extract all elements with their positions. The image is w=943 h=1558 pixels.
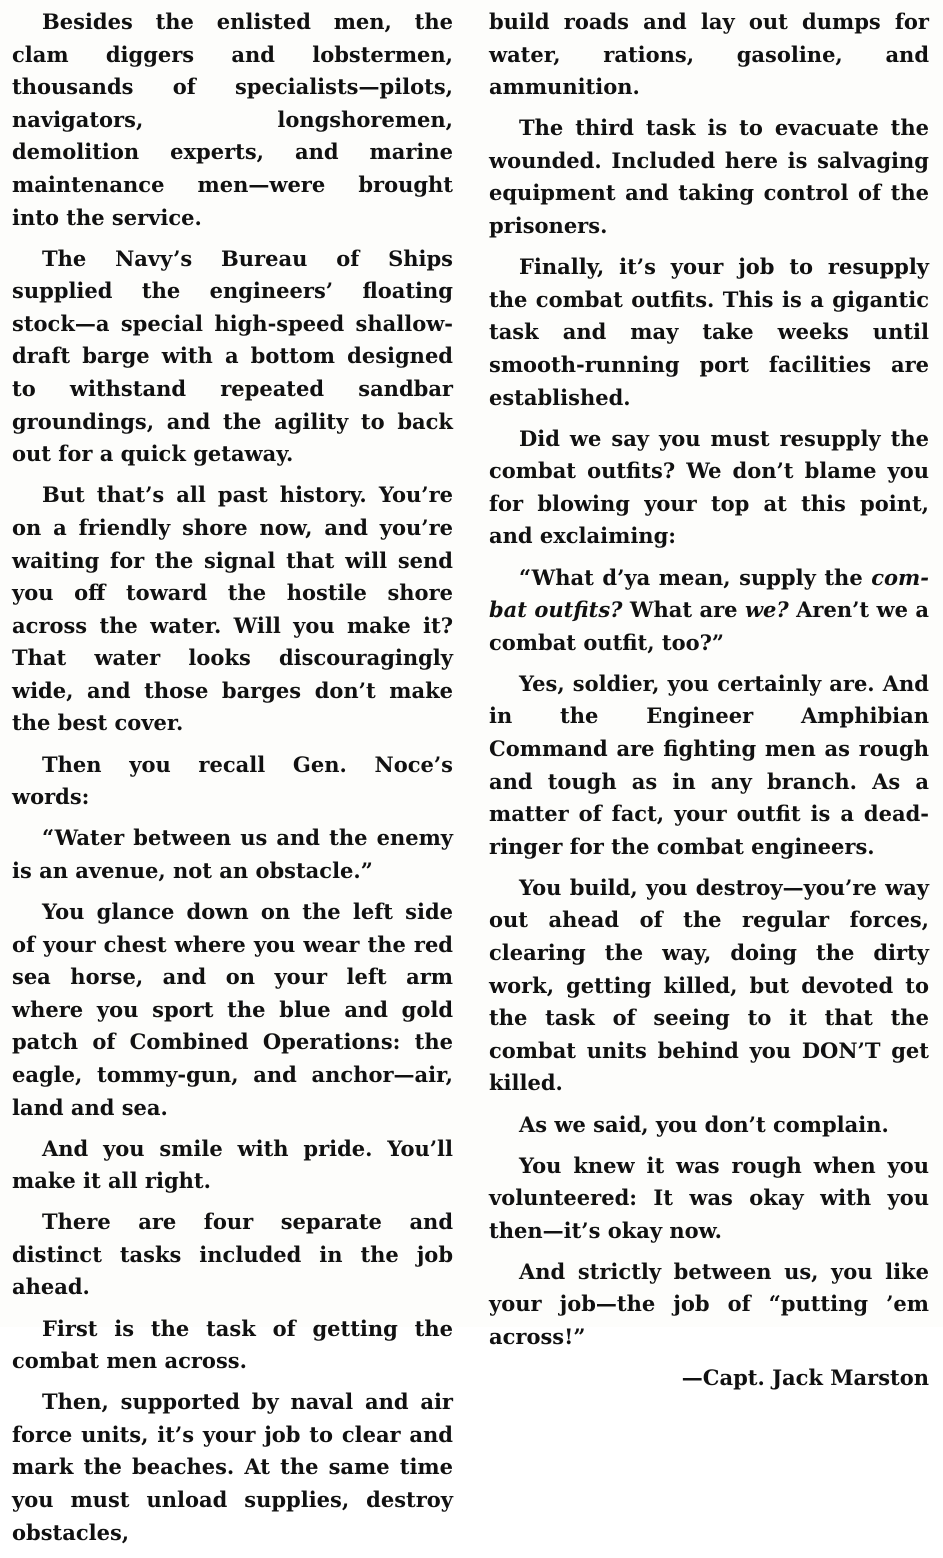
quote-italic-text: we? bbox=[744, 597, 789, 623]
paragraph: Yes, soldier, you certainly are. And in the Engineer Amphibian Command are fighting men as rough and tough as in any branch. As a matter of fact, your outfit is a dead-ringer for the combat engineers. bbox=[489, 670, 929, 859]
quote-text: Aren’t we a combat outfit, too?” bbox=[489, 597, 929, 655]
quote-text: What are bbox=[622, 597, 745, 623]
paragraph: As we said, you don’t complain. bbox=[519, 1111, 889, 1137]
paragraph: You build, you destroy—you’re way out ahead of the regular forces, clearing the way, doing the dirty work, getting killed, but devoted to the task of seeing to it that the combat units behind you DON’T get killed. bbox=[489, 874, 929, 1096]
paragraph: But that’s all past history. You’re on a friendly shore now, and you’re waiting for the signal that will send you off toward the hostile shore across the water. Will you make it? That water looks discouragingly wide, and those barges don’t make the best cover. bbox=[12, 482, 453, 736]
author-signature: —Capt. Jack Marston bbox=[681, 1365, 929, 1391]
left-column bbox=[12, 6, 453, 1558]
paragraph: And you smile with pride. You’ll make it all right. bbox=[12, 1135, 453, 1194]
paragraph-continued: build roads and lay out dumps for water, rations, gasoline, and ammunition. bbox=[489, 9, 929, 100]
paragraph: You knew it was rough when you volunteered: It was okay with you then—it’s okay now. bbox=[489, 1152, 929, 1243]
paragraph: You glance down on the left side of your chest where you wear the red sea horse, and on your left arm where you sport the blue and gold patch of Combined Operations: the eagle, tommy-gun, and anchor—air, land and sea. bbox=[12, 898, 453, 1120]
quote-paragraph bbox=[489, 562, 929, 660]
quote-paragraph: “Water between us and the enemy is an avenue, not an obstacle.” bbox=[12, 825, 453, 883]
paragraph: The Navy’s Bureau of Ships supplied the engineers’ floating stock—a special high-speed shallow-draft barge with a bottom designed to withstand repeated sandbar groundings, and the agility to back out for a quick getaway. bbox=[12, 245, 453, 467]
paragraph: Did we say you must resupply the combat outfits? We don’t blame you for blowing your top at this point, and exclaiming: bbox=[489, 425, 929, 549]
paragraph: Besides the enlisted men, the clam diggers and lobstermen, thousands of specialists—pilots, navigators, longshoremen, demolition experts, and marine maintenance men—were brought into the service. bbox=[12, 9, 453, 230]
paragraph: First is the task of getting the combat men across. bbox=[12, 1315, 453, 1374]
paragraph: Then, supported by naval and air force units, it’s your job to clear and mark the beaches. At the same time you must unload supplies, destroy obstacles, bbox=[12, 1389, 453, 1545]
paragraph: The third task is to evacuate the wounded. Included here is salvaging equipment and taking control of the prisoners. bbox=[489, 115, 929, 239]
quote-text: “What d’ya mean, supply the bbox=[519, 564, 872, 590]
right-column bbox=[489, 6, 929, 1403]
paragraph: Finally, it’s your job to resupply the combat outfits. This is a gigantic task and may take weeks until smooth-running port facilities are established. bbox=[489, 254, 929, 410]
paragraph: There are four separate and distinct tasks included in the job ahead. bbox=[12, 1209, 453, 1300]
paragraph: And strictly between us, you like your job—the job of “putting ’em across!” bbox=[489, 1258, 929, 1350]
paragraph: Then you recall Gen. Noce’s words: bbox=[12, 751, 453, 810]
quote-italic-text: combat outfits? bbox=[489, 564, 929, 623]
